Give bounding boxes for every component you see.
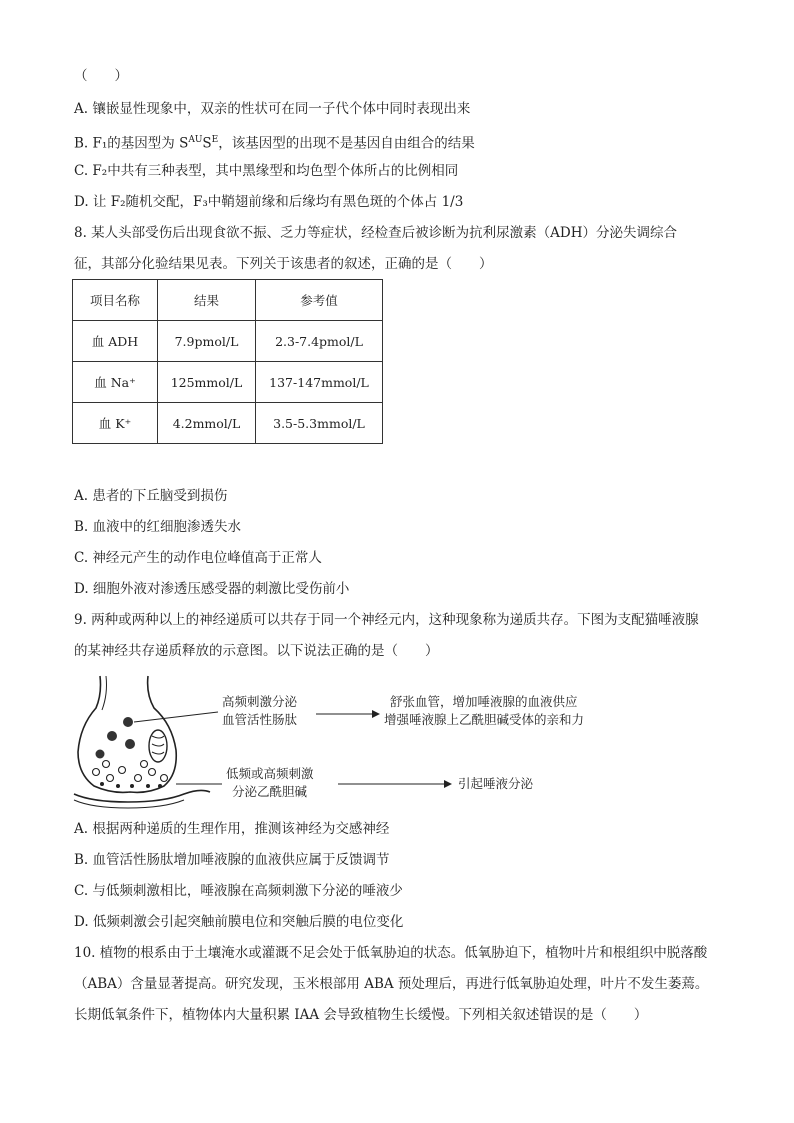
q7-option-a: A. 镶嵌显性现象中，双亲的性状可在同一子代个体中同时表现出来 xyxy=(74,101,471,117)
effect-top-1: 舒张血管，增加唾液腺的血液供应 xyxy=(390,694,578,709)
synapse-diagram xyxy=(72,674,592,809)
table-row xyxy=(73,321,383,362)
q10-line2: （ABA）含量显著提高。研究发现，玉米根部用 ABA 预处理后，再进行低氧胁迫处理，叶片不发生萎蔫。 xyxy=(74,976,709,992)
vesicle-large xyxy=(96,750,105,759)
table-cell: 血 K⁺ xyxy=(73,403,158,444)
table-cell: 137-147mmol/L xyxy=(256,362,383,403)
q7-bracket: （ ） xyxy=(74,68,128,84)
q8-option-b: B. 血液中的红细胞渗透失水 xyxy=(74,519,242,535)
table-cell: 3.5-5.3mmol/L xyxy=(256,403,383,444)
vesicle-dots xyxy=(100,782,162,788)
label-bottom-1: 低频或高频刺激 xyxy=(226,766,314,781)
vesicle-group xyxy=(93,761,168,782)
q8-option-c: C. 神经元产生的动作电位峰值高于正常人 xyxy=(74,550,322,566)
table-cell: 血 Na⁺ xyxy=(73,362,158,403)
q9-option-c: C. 与低频刺激相比，唾液腺在高频刺激下分泌的唾液少 xyxy=(74,883,403,899)
vesicle-large xyxy=(125,739,135,749)
label-top-2: 血管活性肠肽 xyxy=(222,712,298,727)
table-header: 项目名称 xyxy=(73,280,158,321)
vesicle-large xyxy=(107,731,117,741)
q8-stem-line1: 8. 某人头部受伤后出现食欲不振、乏力等症状，经检查后被诊断为抗利尿激素（ADH）分泌失调综合 xyxy=(74,225,678,241)
arrow-top-head xyxy=(372,710,380,718)
mitochondrion-cristae xyxy=(152,736,164,754)
q8-option-d: D. 细胞外液对渗透压感受器的刺激比受伤前小 xyxy=(74,581,350,597)
table-header: 结果 xyxy=(158,280,256,321)
q9-stem-line1: 9. 两种或两种以上的神经递质可以共存于同一个神经元内，这种现象称为递质共存。下图为支配猫唾液腺 xyxy=(74,612,699,628)
table-row xyxy=(73,362,383,403)
table-cell: 7.9pmol/L xyxy=(158,321,256,362)
q9-option-b: B. 血管活性肠肽增加唾液腺的血液供应属于反馈调节 xyxy=(74,852,390,868)
q9-stem-line2: 的某神经共存递质释放的示意图。以下说法正确的是（ ） xyxy=(74,643,439,659)
label-top-1: 高频刺激分泌 xyxy=(222,694,298,709)
table-cell: 4.2mmol/L xyxy=(158,403,256,444)
table-header-row xyxy=(73,280,383,321)
arrow-bottom-head xyxy=(444,780,452,788)
q7-option-c: C. F₂中共有三种表型，其中黑缘型和均色型个体所占的比例相同 xyxy=(74,163,459,179)
pointer-line-top xyxy=(134,712,218,722)
q7-option-b: B. F₁的基因型为 $S^{AU}S^E$，该基因型的出现不是基因自由组合的结果 xyxy=(74,135,475,152)
q10-line1: 10. 植物的根系由于土壤淹水或灌溉不足会处于低氧胁迫的状态。低氧胁迫下，植物叶片和根组织中脱落酸 xyxy=(74,945,708,961)
lab-results-table xyxy=(72,279,383,444)
vesicle-large xyxy=(123,717,133,727)
axon-inner-line xyxy=(102,676,107,710)
effect-top-2: 增强唾液腺上乙酰胆碱受体的亲和力 xyxy=(384,712,585,727)
table-header: 参考值 xyxy=(256,280,383,321)
q8-stem-line2: 征，其部分化验结果见表。下列关于该患者的叙述，正确的是（ ） xyxy=(74,256,493,272)
table-cell: 2.3-7.4pmol/L xyxy=(256,321,383,362)
q9-option-d: D. 低频刺激会引起突触前膜电位和突触后膜的电位变化 xyxy=(74,914,404,930)
q7-option-d: D. 让 F₂随机交配，F₃中鞘翅前缘和后缘均有黑色斑的个体占 1/3 xyxy=(74,194,464,210)
label-bottom-2: 分泌乙酰胆碱 xyxy=(232,784,308,799)
q9-option-a: A. 根据两种递质的生理作用，推测该神经为交感神经 xyxy=(74,821,390,837)
q10-line3: 长期低氧条件下，植物体内大量积累 IAA 会导致植物生长缓慢。下列相关叙述错误的是（ ） xyxy=(74,1007,648,1023)
table-row xyxy=(73,403,383,444)
table-cell: 血 ADH xyxy=(73,321,158,362)
table-cell: 125mmol/L xyxy=(158,362,256,403)
q8-option-a: A. 患者的下丘脑受到损伤 xyxy=(74,488,228,504)
effect-bottom: 引起唾液分泌 xyxy=(458,776,534,791)
